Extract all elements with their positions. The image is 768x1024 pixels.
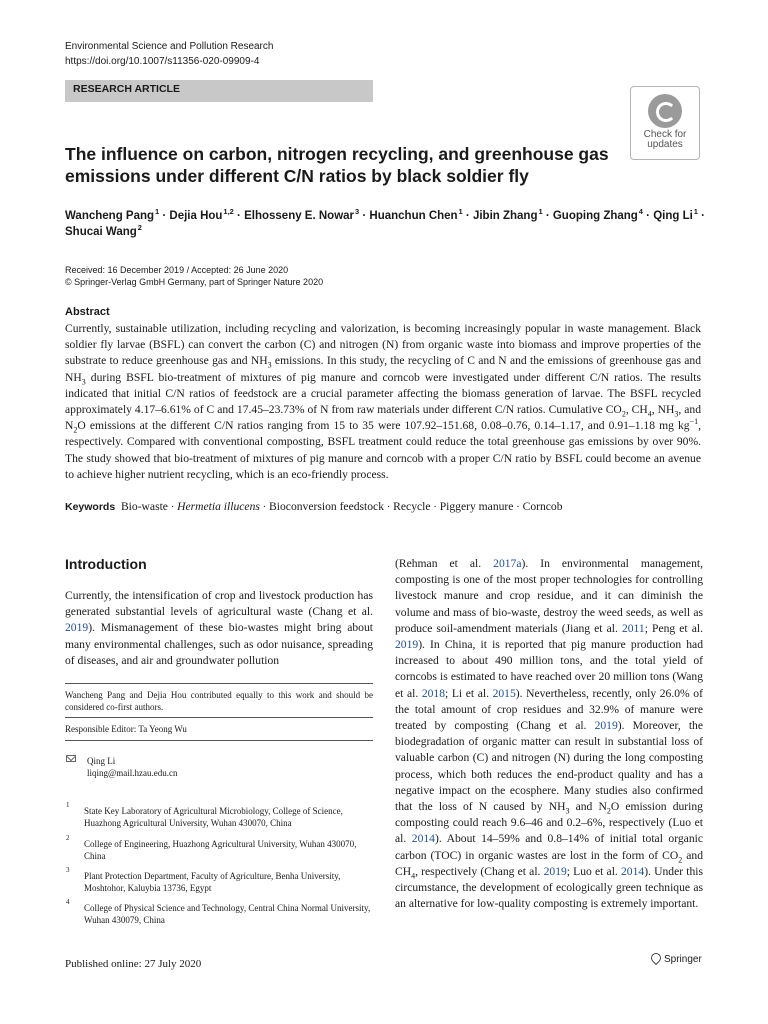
citation-link[interactable]: 2019 bbox=[543, 864, 567, 878]
affiliation-text: State Key Laboratory of Agricultural Microbiology, College of Science, Huazhong Agricultural University, Wuhan 430070, China bbox=[84, 806, 343, 828]
article-title bbox=[65, 143, 620, 187]
received-accepted-dates: Received: 16 December 2019 / Accepted: 26 June 2020 bbox=[65, 265, 289, 275]
check-updates-icon bbox=[648, 94, 682, 128]
citation-link[interactable]: 2019 bbox=[395, 638, 419, 652]
abstract-text: Currently, sustainable utilization, including recycling and valorization, is becoming increasingly popular in waste management. Black soldier fly larvae (BSFL) can convert the carbon (C) and nitrogen (N) from organic waste into biomass and improve properties of the substrate to reduce greenhouse gas and $NH_3$ emissions. In this study, the recycling of C and N and the emissions of greenhouse gas and $NH_3$ during BSFL bio-treatment of mixtures of pig manure and corncob were investigated under different C/N ratios. The results indicated that initial C/N ratios of feedstock are a crucial parameter affecting the biomass generation of larvae. The BSFL recycled approximately 4.17–6.61% of C and 17.45–23.73% of N from raw materials under different C/N ratios. Cumulative $CO_2$, $CH_4$, $NH_3$, and $N_2O$ emissions at the different C/N ratios ranging from 15 to 35 were 107.92–151.68, 0.08–0.76, 0.14–1.17, and 0.91–1.18 mg $kg^{-1}$, respectively. Compared with conventional composting, BSFL treatment could reduce the total greenhouse gas emissions by over 90%. The study showed that bio-treatment of mixtures of pig manure and corncob with a proper C/N ratio by BSFL could become an avenue to achieve higher nutrient recycling, which is an eco-friendly process. bbox=[65, 322, 702, 481]
author-affiliation: 1 bbox=[458, 207, 463, 217]
affiliation-number: 2 bbox=[66, 834, 70, 842]
publisher-name: Springer bbox=[664, 954, 702, 965]
author-affiliation: 1 bbox=[155, 207, 160, 217]
author-name[interactable]: Qing Li bbox=[653, 210, 693, 222]
author-name[interactable]: Jibin Zhang bbox=[472, 210, 538, 222]
corresponding-author: Qing Li bbox=[87, 756, 116, 766]
article-type-badge: RESEARCH ARTICLE bbox=[65, 80, 373, 102]
affiliation-number: 1 bbox=[66, 801, 70, 809]
author-affiliation: 3 bbox=[355, 207, 360, 217]
affiliation-text: College of Physical Science and Technology, Central China Normal University, Wuhan 430079, China bbox=[84, 903, 371, 925]
affiliation-number: 4 bbox=[66, 898, 70, 906]
check-updates-line1: Check for bbox=[643, 129, 687, 140]
keyword: Piggery manure bbox=[439, 500, 514, 513]
citation-link[interactable]: 2017a bbox=[493, 557, 522, 570]
footnote-divider bbox=[65, 717, 373, 718]
citation-link[interactable]: 2014 bbox=[621, 864, 645, 878]
journal-name: Environmental Science and Pollution Research bbox=[65, 41, 274, 52]
contribution-note: Wancheng Pang and Dejia Hou contributed equally to this work and should be considered co-first authors. bbox=[65, 690, 373, 712]
citation-link[interactable]: 2011 bbox=[621, 621, 645, 635]
footnote-divider bbox=[65, 740, 373, 741]
citation-link[interactable]: 2019 bbox=[65, 621, 89, 635]
keyword: Corncob bbox=[522, 500, 563, 513]
author-name[interactable]: Huanchun Chen bbox=[369, 210, 458, 222]
affiliation-text: Plant Protection Department, Faculty of Agriculture, Benha University, Moshtohor, Kaluybia 13736, Egypt bbox=[84, 871, 341, 893]
affiliation-text: College of Engineering, Huazhong Agricultural University, Wuhan 430070, China bbox=[84, 839, 357, 861]
check-updates-line2: updates bbox=[647, 139, 683, 150]
corresponding-email[interactable]: liqing@mail.hzau.edu.cn bbox=[87, 768, 178, 778]
footnote-divider bbox=[65, 683, 373, 684]
publisher-logo bbox=[651, 953, 702, 965]
author-name[interactable]: Wancheng Pang bbox=[65, 210, 155, 222]
doi-link[interactable]: https://doi.org/10.1007/s11356-020-09909-4 bbox=[65, 56, 260, 67]
introduction-right-column: (Rehman et al. 2017a). In environmental management, composting is one of the most proper technologies for controlling livestock manure and crop residue, and it can diminish the volume and mass of bio-waste, destroy the weed seeds, as well as produce soil-amendment materials (Jiang et al. 2011; Peng et al. 2019). In China, it is reported that pig manure production had increased to about 490 million tons, and the total yield of corncobs is estimated to have reached over 20 million tons (Wang et al. 2018; Li et al. 2015). Nevertheless, recently, only 26.0% of the total amount of crop residues and 32.9% of manure were treated by composting (Chang et al. 2019). Moreover, the biodegradation of organic matter can result in substantial loss of valuable carbon (C) and nitrogen (N) during the long composting process, which both reduces the end-product quality and has a negative impact on the ecosphere. Many studies also confirmed that the loss of N caused by $NH_3$ and $N_2O$ emission during composting could reach 9.6–46 and 0.2–6%, respectively (Luo et al. 2014). About 14–59% and 0.8–14% of initial total organic carbon (TOC) in organic wastes are lost in the form of $CO_2$ and $CH_4$, respectively (Chang et al. 2019; Luo et al. 2014). Under this circumstance, the development of ecologically green technique as an alternative for low-quality composting is extremely important. bbox=[395, 557, 704, 911]
keyword: Bio-waste bbox=[120, 500, 168, 513]
author-name[interactable]: Guoping Zhang bbox=[552, 210, 638, 222]
citation-link[interactable]: 2014 bbox=[411, 832, 435, 846]
keyword: Hermetia illucens bbox=[177, 500, 260, 513]
affiliation-number: 3 bbox=[66, 866, 70, 874]
responsible-editor: Responsible Editor: Ta Yeong Wu bbox=[65, 724, 187, 734]
introduction-heading: Introduction bbox=[65, 556, 147, 572]
citation-link[interactable]: 2019 bbox=[594, 719, 618, 733]
author-affiliation: 1 bbox=[693, 207, 698, 217]
author-name[interactable]: Elhosseny E. Nowar bbox=[244, 210, 355, 222]
author-affiliation: 1,2 bbox=[223, 207, 234, 217]
keywords: Keywords Bio-waste · Hermetia illucens · Bioconversion feedstock · Recycle · Piggery manure · Corncob bbox=[65, 500, 563, 513]
keyword: Bioconversion feedstock bbox=[269, 500, 384, 513]
abstract-heading: Abstract bbox=[65, 306, 110, 318]
keyword: Recycle bbox=[393, 500, 431, 513]
check-for-updates-button[interactable] bbox=[630, 86, 700, 160]
author-affiliation: 1 bbox=[538, 207, 543, 217]
author-affiliation: 4 bbox=[638, 207, 643, 217]
title-line-2: emissions under different C/N ratios by black soldier fly bbox=[65, 166, 529, 186]
citation-link[interactable]: 2015 bbox=[492, 686, 516, 700]
introduction-left-column: Currently, the intensification of crop and livestock production has generated substantial levels of agricultural waste (Chang et al. 2019). Mismanagement of these bio-wastes might bring about many environmental challenges, such as odor nuisance, spreading of diseases, and air and groundwater pollution bbox=[65, 589, 373, 667]
citation-link[interactable]: 2018 bbox=[421, 686, 446, 700]
title-line-1: The influence on carbon, nitrogen recycling, and greenhouse gas bbox=[65, 144, 609, 164]
author-name[interactable]: Shucai Wang bbox=[65, 226, 137, 238]
author-name[interactable]: Dejia Hou bbox=[169, 210, 223, 222]
keywords-label: Keywords bbox=[65, 501, 116, 513]
author-affiliation: 2 bbox=[137, 223, 142, 233]
springer-horse-icon bbox=[651, 953, 661, 963]
published-online-date: Published online: 27 July 2020 bbox=[65, 958, 202, 970]
copyright-notice: © Springer-Verlag GmbH Germany, part of Springer Nature 2020 bbox=[65, 277, 324, 287]
mail-icon bbox=[66, 755, 76, 762]
author-list: Wancheng Pang $^1$ · Dejia Hou $^{1,2}$ · Elhosseny E. Nowar $^3$ · Huanchun Chen $^1$ · Jibin Zhang $^1$ · Guoping Zhang $^4$ · Qing Li $^1$ · Shucai Wang $^2$ bbox=[65, 207, 705, 238]
